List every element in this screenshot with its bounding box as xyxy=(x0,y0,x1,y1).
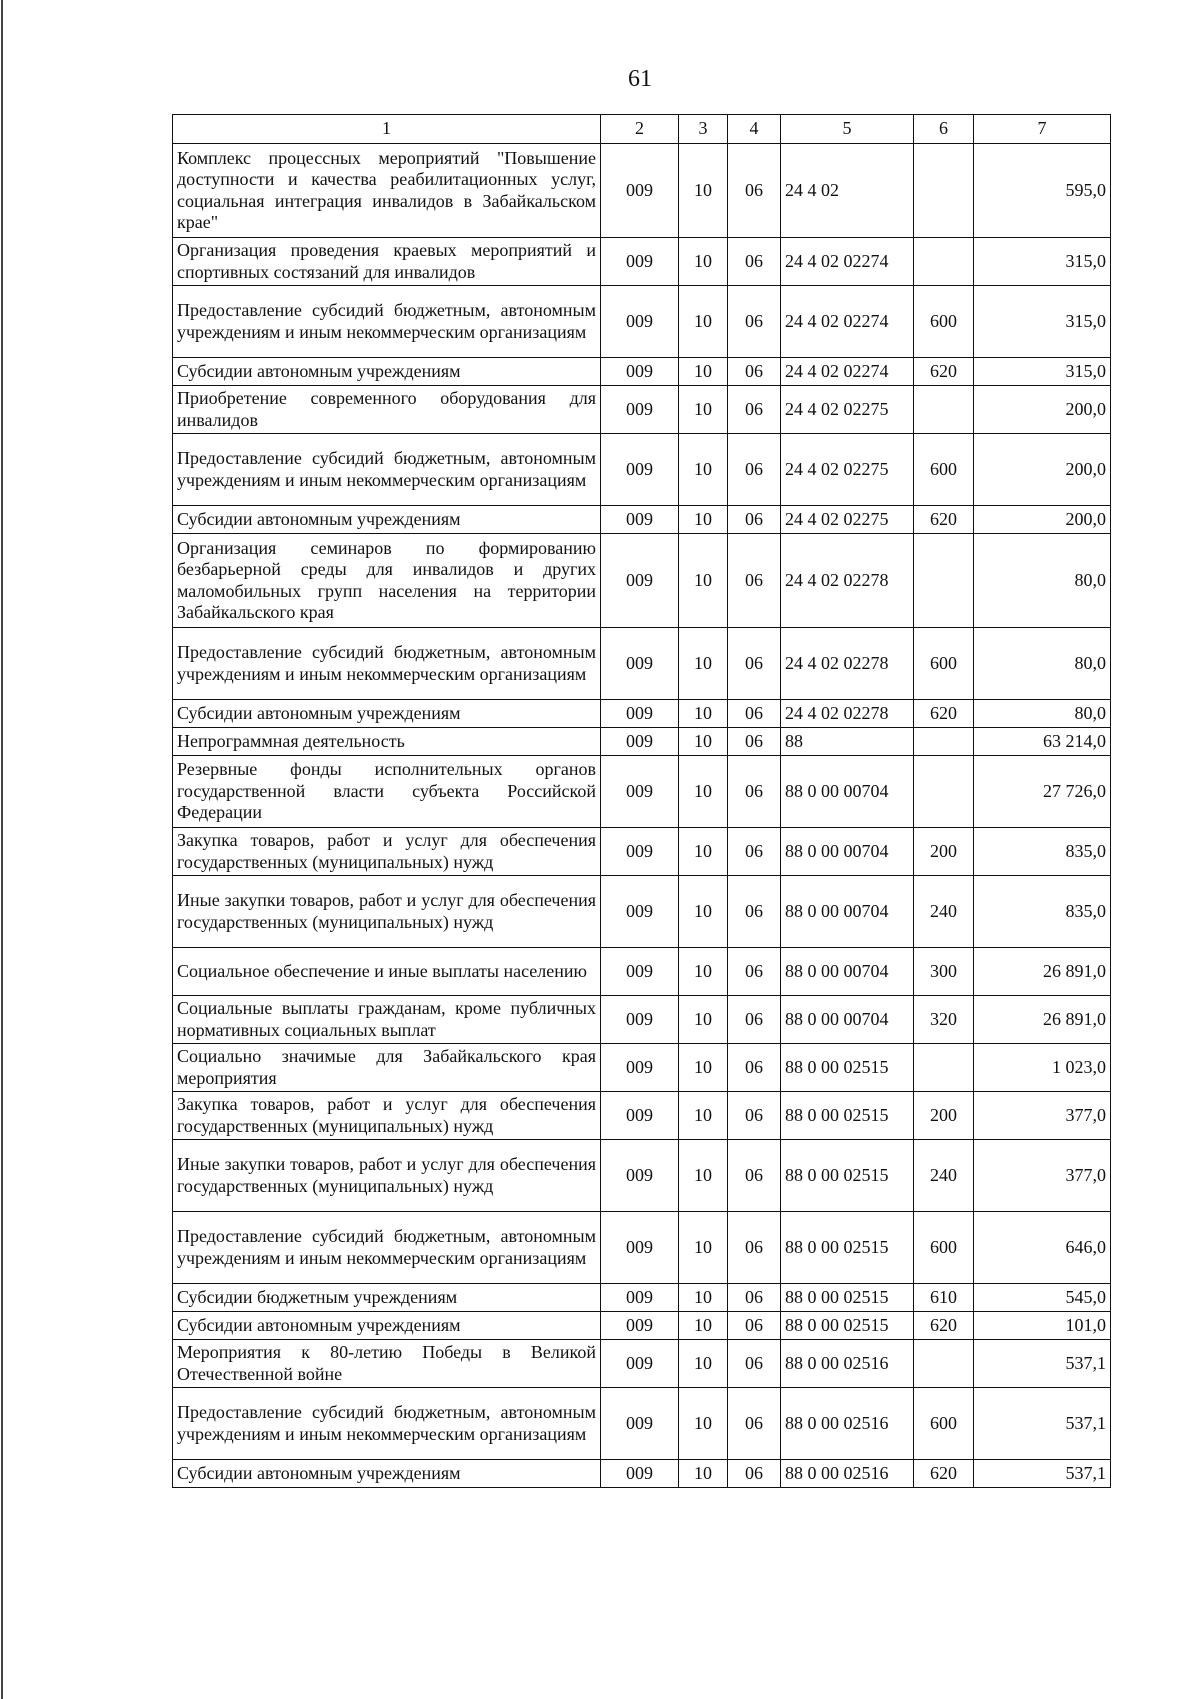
row-name-cell: Предоставление субсидий бюджетным, автономным учреждениям и иным некоммерческим организациям xyxy=(173,1388,601,1460)
row-section-cell: 10 xyxy=(679,876,728,948)
row-name-cell: Комплекс процессных мероприятий "Повышение доступности и качества реабилитационных услуг, социальная интеграция инвалидов в Забайкальском крае" xyxy=(173,144,601,238)
row-grbs-cell: 009 xyxy=(601,286,679,358)
row-amount-cell: 537,1 xyxy=(974,1460,1111,1488)
row-section-cell: 10 xyxy=(679,1340,728,1388)
row-grbs-cell: 009 xyxy=(601,1340,679,1388)
row-target-article-cell: 88 0 00 00704 xyxy=(781,876,914,948)
row-expense-type-cell: 620 xyxy=(914,358,974,386)
table-row xyxy=(173,1388,1111,1460)
row-section-cell: 10 xyxy=(679,1212,728,1284)
row-subsection-cell: 06 xyxy=(728,1460,781,1488)
row-grbs-cell: 009 xyxy=(601,628,679,700)
row-name-cell: Иные закупки товаров, работ и услуг для обеспечения государственных (муниципальных) нужд xyxy=(173,1140,601,1212)
row-grbs-cell: 009 xyxy=(601,506,679,534)
row-section-cell: 10 xyxy=(679,700,728,728)
row-target-article-cell: 88 0 00 00704 xyxy=(781,756,914,828)
row-expense-type-cell xyxy=(914,1340,974,1388)
row-section-cell: 10 xyxy=(679,144,728,238)
header-row xyxy=(173,115,1111,144)
row-grbs-cell: 009 xyxy=(601,728,679,756)
row-grbs-cell: 009 xyxy=(601,700,679,728)
row-section-cell: 10 xyxy=(679,1044,728,1092)
table-row xyxy=(173,358,1111,386)
row-name-cell: Мероприятия к 80-летию Победы в Великой Отечественной войне xyxy=(173,1340,601,1388)
row-subsection-cell: 06 xyxy=(728,1092,781,1140)
row-section-cell: 10 xyxy=(679,1140,728,1212)
row-grbs-cell: 009 xyxy=(601,1460,679,1488)
row-amount-cell: 26 891,0 xyxy=(974,996,1111,1044)
row-section-cell: 10 xyxy=(679,1312,728,1340)
row-grbs-cell: 009 xyxy=(601,876,679,948)
column-header-2: 2 xyxy=(601,115,679,144)
column-header-3: 3 xyxy=(679,115,728,144)
table-row xyxy=(173,534,1111,628)
row-grbs-cell: 009 xyxy=(601,358,679,386)
table-row xyxy=(173,876,1111,948)
row-subsection-cell: 06 xyxy=(728,948,781,996)
row-grbs-cell: 009 xyxy=(601,1284,679,1312)
row-amount-cell: 101,0 xyxy=(974,1312,1111,1340)
row-amount-cell: 80,0 xyxy=(974,700,1111,728)
row-grbs-cell: 009 xyxy=(601,434,679,506)
row-expense-type-cell: 620 xyxy=(914,700,974,728)
row-name-cell: Предоставление субсидий бюджетным, автономным учреждениям и иным некоммерческим организациям xyxy=(173,286,601,358)
row-amount-cell: 80,0 xyxy=(974,628,1111,700)
row-subsection-cell: 06 xyxy=(728,996,781,1044)
row-subsection-cell: 06 xyxy=(728,434,781,506)
row-target-article-cell: 88 0 00 02516 xyxy=(781,1388,914,1460)
row-expense-type-cell: 200 xyxy=(914,828,974,876)
table-row xyxy=(173,1312,1111,1340)
row-target-article-cell: 88 0 00 00704 xyxy=(781,828,914,876)
row-target-article-cell: 88 xyxy=(781,728,914,756)
row-name-cell: Иные закупки товаров, работ и услуг для обеспечения государственных (муниципальных) нужд xyxy=(173,876,601,948)
row-grbs-cell: 009 xyxy=(601,238,679,286)
row-amount-cell: 80,0 xyxy=(974,534,1111,628)
row-subsection-cell: 06 xyxy=(728,1140,781,1212)
table-row xyxy=(173,386,1111,434)
row-expense-type-cell: 240 xyxy=(914,1140,974,1212)
row-expense-type-cell xyxy=(914,386,974,434)
row-section-cell: 10 xyxy=(679,506,728,534)
table-row xyxy=(173,1340,1111,1388)
row-name-cell: Предоставление субсидий бюджетным, автономным учреждениям и иным некоммерческим организациям xyxy=(173,628,601,700)
row-amount-cell: 315,0 xyxy=(974,238,1111,286)
row-subsection-cell: 06 xyxy=(728,1044,781,1092)
row-subsection-cell: 06 xyxy=(728,628,781,700)
row-expense-type-cell: 200 xyxy=(914,1092,974,1140)
row-expense-type-cell: 300 xyxy=(914,948,974,996)
row-section-cell: 10 xyxy=(679,534,728,628)
row-name-cell: Предоставление субсидий бюджетным, автономным учреждениям и иным некоммерческим организациям xyxy=(173,434,601,506)
row-expense-type-cell xyxy=(914,534,974,628)
column-header-5: 5 xyxy=(781,115,914,144)
row-target-article-cell: 24 4 02 02278 xyxy=(781,700,914,728)
row-name-cell: Субсидии автономным учреждениям xyxy=(173,358,601,386)
row-grbs-cell: 009 xyxy=(601,144,679,238)
table-row xyxy=(173,434,1111,506)
row-amount-cell: 200,0 xyxy=(974,434,1111,506)
row-target-article-cell: 24 4 02 02278 xyxy=(781,534,914,628)
row-grbs-cell: 009 xyxy=(601,996,679,1044)
row-subsection-cell: 06 xyxy=(728,1388,781,1460)
row-subsection-cell: 06 xyxy=(728,1212,781,1284)
row-section-cell: 10 xyxy=(679,434,728,506)
row-expense-type-cell xyxy=(914,728,974,756)
row-section-cell: 10 xyxy=(679,948,728,996)
row-section-cell: 10 xyxy=(679,1092,728,1140)
budget-table xyxy=(172,114,1111,1488)
table-row xyxy=(173,1212,1111,1284)
row-section-cell: 10 xyxy=(679,386,728,434)
row-subsection-cell: 06 xyxy=(728,386,781,434)
row-subsection-cell: 06 xyxy=(728,700,781,728)
row-target-article-cell: 88 0 00 02515 xyxy=(781,1140,914,1212)
table-row xyxy=(173,756,1111,828)
row-grbs-cell: 009 xyxy=(601,1140,679,1212)
row-grbs-cell: 009 xyxy=(601,534,679,628)
row-section-cell: 10 xyxy=(679,1388,728,1460)
row-expense-type-cell: 240 xyxy=(914,876,974,948)
row-subsection-cell: 06 xyxy=(728,358,781,386)
row-target-article-cell: 24 4 02 xyxy=(781,144,914,238)
row-target-article-cell: 88 0 00 02515 xyxy=(781,1044,914,1092)
table-row xyxy=(173,1044,1111,1092)
table-row xyxy=(173,948,1111,996)
row-amount-cell: 835,0 xyxy=(974,876,1111,948)
row-expense-type-cell: 600 xyxy=(914,1388,974,1460)
row-amount-cell: 200,0 xyxy=(974,386,1111,434)
row-expense-type-cell: 620 xyxy=(914,1312,974,1340)
page-number: 61 xyxy=(628,66,652,92)
row-expense-type-cell: 620 xyxy=(914,506,974,534)
row-expense-type-cell: 320 xyxy=(914,996,974,1044)
row-amount-cell: 63 214,0 xyxy=(974,728,1111,756)
row-section-cell: 10 xyxy=(679,1460,728,1488)
row-subsection-cell: 06 xyxy=(728,876,781,948)
table-row xyxy=(173,1092,1111,1140)
table-row xyxy=(173,144,1111,238)
row-name-cell: Закупка товаров, работ и услуг для обеспечения государственных (муниципальных) нужд xyxy=(173,828,601,876)
row-name-cell: Субсидии автономным учреждениям xyxy=(173,700,601,728)
row-expense-type-cell xyxy=(914,144,974,238)
row-amount-cell: 545,0 xyxy=(974,1284,1111,1312)
row-amount-cell: 646,0 xyxy=(974,1212,1111,1284)
row-amount-cell: 26 891,0 xyxy=(974,948,1111,996)
row-amount-cell: 1 023,0 xyxy=(974,1044,1111,1092)
row-name-cell: Субсидии бюджетным учреждениям xyxy=(173,1284,601,1312)
row-section-cell: 10 xyxy=(679,358,728,386)
row-expense-type-cell: 600 xyxy=(914,628,974,700)
table-body xyxy=(173,144,1111,1488)
table-row xyxy=(173,1460,1111,1488)
column-header-7: 7 xyxy=(974,115,1111,144)
column-header-6: 6 xyxy=(914,115,974,144)
row-grbs-cell: 009 xyxy=(601,1212,679,1284)
row-name-cell: Социально значимые для Забайкальского края мероприятия xyxy=(173,1044,601,1092)
table-row xyxy=(173,728,1111,756)
row-section-cell: 10 xyxy=(679,238,728,286)
row-amount-cell: 595,0 xyxy=(974,144,1111,238)
row-amount-cell: 315,0 xyxy=(974,286,1111,358)
row-expense-type-cell xyxy=(914,756,974,828)
row-name-cell: Субсидии автономным учреждениям xyxy=(173,506,601,534)
table-row xyxy=(173,1140,1111,1212)
row-target-article-cell: 24 4 02 02274 xyxy=(781,238,914,286)
row-target-article-cell: 88 0 00 02515 xyxy=(781,1284,914,1312)
scan-edge-left xyxy=(1,0,3,1699)
row-target-article-cell: 88 0 00 02515 xyxy=(781,1092,914,1140)
row-section-cell: 10 xyxy=(679,628,728,700)
row-section-cell: 10 xyxy=(679,286,728,358)
table-row xyxy=(173,506,1111,534)
row-amount-cell: 835,0 xyxy=(974,828,1111,876)
row-subsection-cell: 06 xyxy=(728,1312,781,1340)
row-name-cell: Социальное обеспечение и иные выплаты населению xyxy=(173,948,601,996)
column-header-4: 4 xyxy=(728,115,781,144)
row-target-article-cell: 88 0 00 02515 xyxy=(781,1212,914,1284)
row-amount-cell: 27 726,0 xyxy=(974,756,1111,828)
row-name-cell: Социальные выплаты гражданам, кроме публичных нормативных социальных выплат xyxy=(173,996,601,1044)
row-name-cell: Субсидии автономным учреждениям xyxy=(173,1312,601,1340)
row-name-cell: Организация проведения краевых мероприятий и спортивных состязаний для инвалидов xyxy=(173,238,601,286)
row-subsection-cell: 06 xyxy=(728,238,781,286)
row-name-cell: Организация семинаров по формированию безбарьерной среды для инвалидов и других маломобильных групп населения на территории Забайкальского края xyxy=(173,534,601,628)
row-subsection-cell: 06 xyxy=(728,728,781,756)
row-target-article-cell: 88 0 00 02516 xyxy=(781,1460,914,1488)
row-grbs-cell: 009 xyxy=(601,756,679,828)
row-subsection-cell: 06 xyxy=(728,828,781,876)
row-name-cell: Субсидии автономным учреждениям xyxy=(173,1460,601,1488)
row-target-article-cell: 24 4 02 02278 xyxy=(781,628,914,700)
row-target-article-cell: 24 4 02 02275 xyxy=(781,506,914,534)
row-expense-type-cell: 600 xyxy=(914,434,974,506)
row-target-article-cell: 88 0 00 02516 xyxy=(781,1340,914,1388)
row-grbs-cell: 009 xyxy=(601,1092,679,1140)
row-subsection-cell: 06 xyxy=(728,286,781,358)
row-name-cell: Резервные фонды исполнительных органов государственной власти субъекта Российской Федерации xyxy=(173,756,601,828)
table-row xyxy=(173,1284,1111,1312)
table-row xyxy=(173,286,1111,358)
row-amount-cell: 377,0 xyxy=(974,1140,1111,1212)
row-amount-cell: 537,1 xyxy=(974,1340,1111,1388)
row-grbs-cell: 009 xyxy=(601,1312,679,1340)
row-section-cell: 10 xyxy=(679,756,728,828)
row-subsection-cell: 06 xyxy=(728,756,781,828)
row-target-article-cell: 88 0 00 00704 xyxy=(781,948,914,996)
row-amount-cell: 200,0 xyxy=(974,506,1111,534)
row-amount-cell: 377,0 xyxy=(974,1092,1111,1140)
row-target-article-cell: 24 4 02 02275 xyxy=(781,434,914,506)
row-target-article-cell: 24 4 02 02274 xyxy=(781,286,914,358)
row-section-cell: 10 xyxy=(679,996,728,1044)
row-grbs-cell: 009 xyxy=(601,1388,679,1460)
table-row xyxy=(173,996,1111,1044)
row-expense-type-cell: 610 xyxy=(914,1284,974,1312)
row-grbs-cell: 009 xyxy=(601,1044,679,1092)
table-row xyxy=(173,700,1111,728)
table-row xyxy=(173,628,1111,700)
row-target-article-cell: 88 0 00 00704 xyxy=(781,996,914,1044)
table-row xyxy=(173,238,1111,286)
row-subsection-cell: 06 xyxy=(728,144,781,238)
row-section-cell: 10 xyxy=(679,828,728,876)
row-subsection-cell: 06 xyxy=(728,506,781,534)
row-subsection-cell: 06 xyxy=(728,1340,781,1388)
row-target-article-cell: 24 4 02 02274 xyxy=(781,358,914,386)
table-row xyxy=(173,828,1111,876)
row-section-cell: 10 xyxy=(679,728,728,756)
row-amount-cell: 537,1 xyxy=(974,1388,1111,1460)
row-name-cell: Приобретение современного оборудования для инвалидов xyxy=(173,386,601,434)
row-target-article-cell: 88 0 00 02515 xyxy=(781,1312,914,1340)
row-grbs-cell: 009 xyxy=(601,828,679,876)
row-expense-type-cell: 600 xyxy=(914,1212,974,1284)
row-expense-type-cell xyxy=(914,1044,974,1092)
row-name-cell: Предоставление субсидий бюджетным, автономным учреждениям и иным некоммерческим организациям xyxy=(173,1212,601,1284)
row-name-cell: Непрограммная деятельность xyxy=(173,728,601,756)
row-subsection-cell: 06 xyxy=(728,534,781,628)
row-expense-type-cell xyxy=(914,238,974,286)
row-expense-type-cell: 600 xyxy=(914,286,974,358)
row-grbs-cell: 009 xyxy=(601,386,679,434)
row-expense-type-cell: 620 xyxy=(914,1460,974,1488)
row-amount-cell: 315,0 xyxy=(974,358,1111,386)
column-header-1: 1 xyxy=(173,115,601,144)
row-section-cell: 10 xyxy=(679,1284,728,1312)
row-target-article-cell: 24 4 02 02275 xyxy=(781,386,914,434)
row-grbs-cell: 009 xyxy=(601,948,679,996)
row-subsection-cell: 06 xyxy=(728,1284,781,1312)
row-name-cell: Закупка товаров, работ и услуг для обеспечения государственных (муниципальных) нужд xyxy=(173,1092,601,1140)
